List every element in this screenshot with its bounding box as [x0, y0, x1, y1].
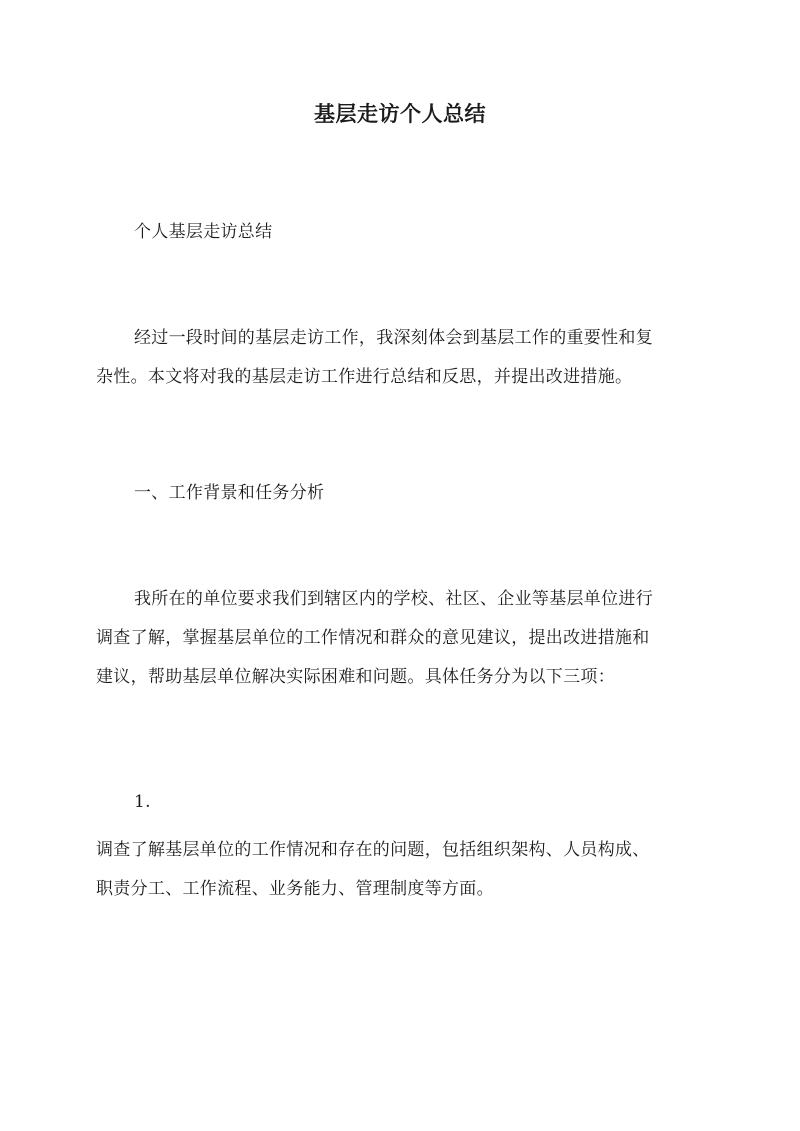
section-body-paragraph [96, 580, 704, 697]
list-item-number-paragraph [96, 783, 704, 822]
list-item-line-2: 职责分工、工作流程、业务能力、管理制度等方面。 [96, 879, 494, 899]
document-title: 基层走访个人总结 [314, 101, 486, 126]
section-body-line-3: 建议，帮助基层单位解决实际困难和问题。具体任务分为以下三项： [96, 667, 615, 687]
section-heading-paragraph [96, 474, 704, 513]
subtitle-text: 个人基层走访总结 [134, 222, 273, 242]
list-item-number: 1. [134, 792, 151, 812]
section-body-line-2: 调查了解，掌握基层单位的工作情况和群众的意见建议，提出改进措施和 [96, 628, 650, 648]
list-item-line-1: 调查了解基层单位的工作情况和存在的问题，包括组织架构、人员构成、 [96, 840, 650, 860]
subtitle-paragraph [96, 213, 704, 252]
intro-line-2: 杂性。本文将对我的基层走访工作进行总结和反思，并提出改进措施。 [96, 367, 633, 387]
section-heading: 一、工作背景和任务分析 [134, 483, 325, 503]
section-body-line-1: 我所在的单位要求我们到辖区内的学校、社区、企业等基层单位进行 [134, 589, 653, 609]
list-item-body-paragraph [96, 831, 704, 909]
intro-line-1: 经过一段时间的基层走访工作，我深刻体会到基层工作的重要性和复 [134, 328, 653, 348]
intro-paragraph [96, 319, 704, 397]
